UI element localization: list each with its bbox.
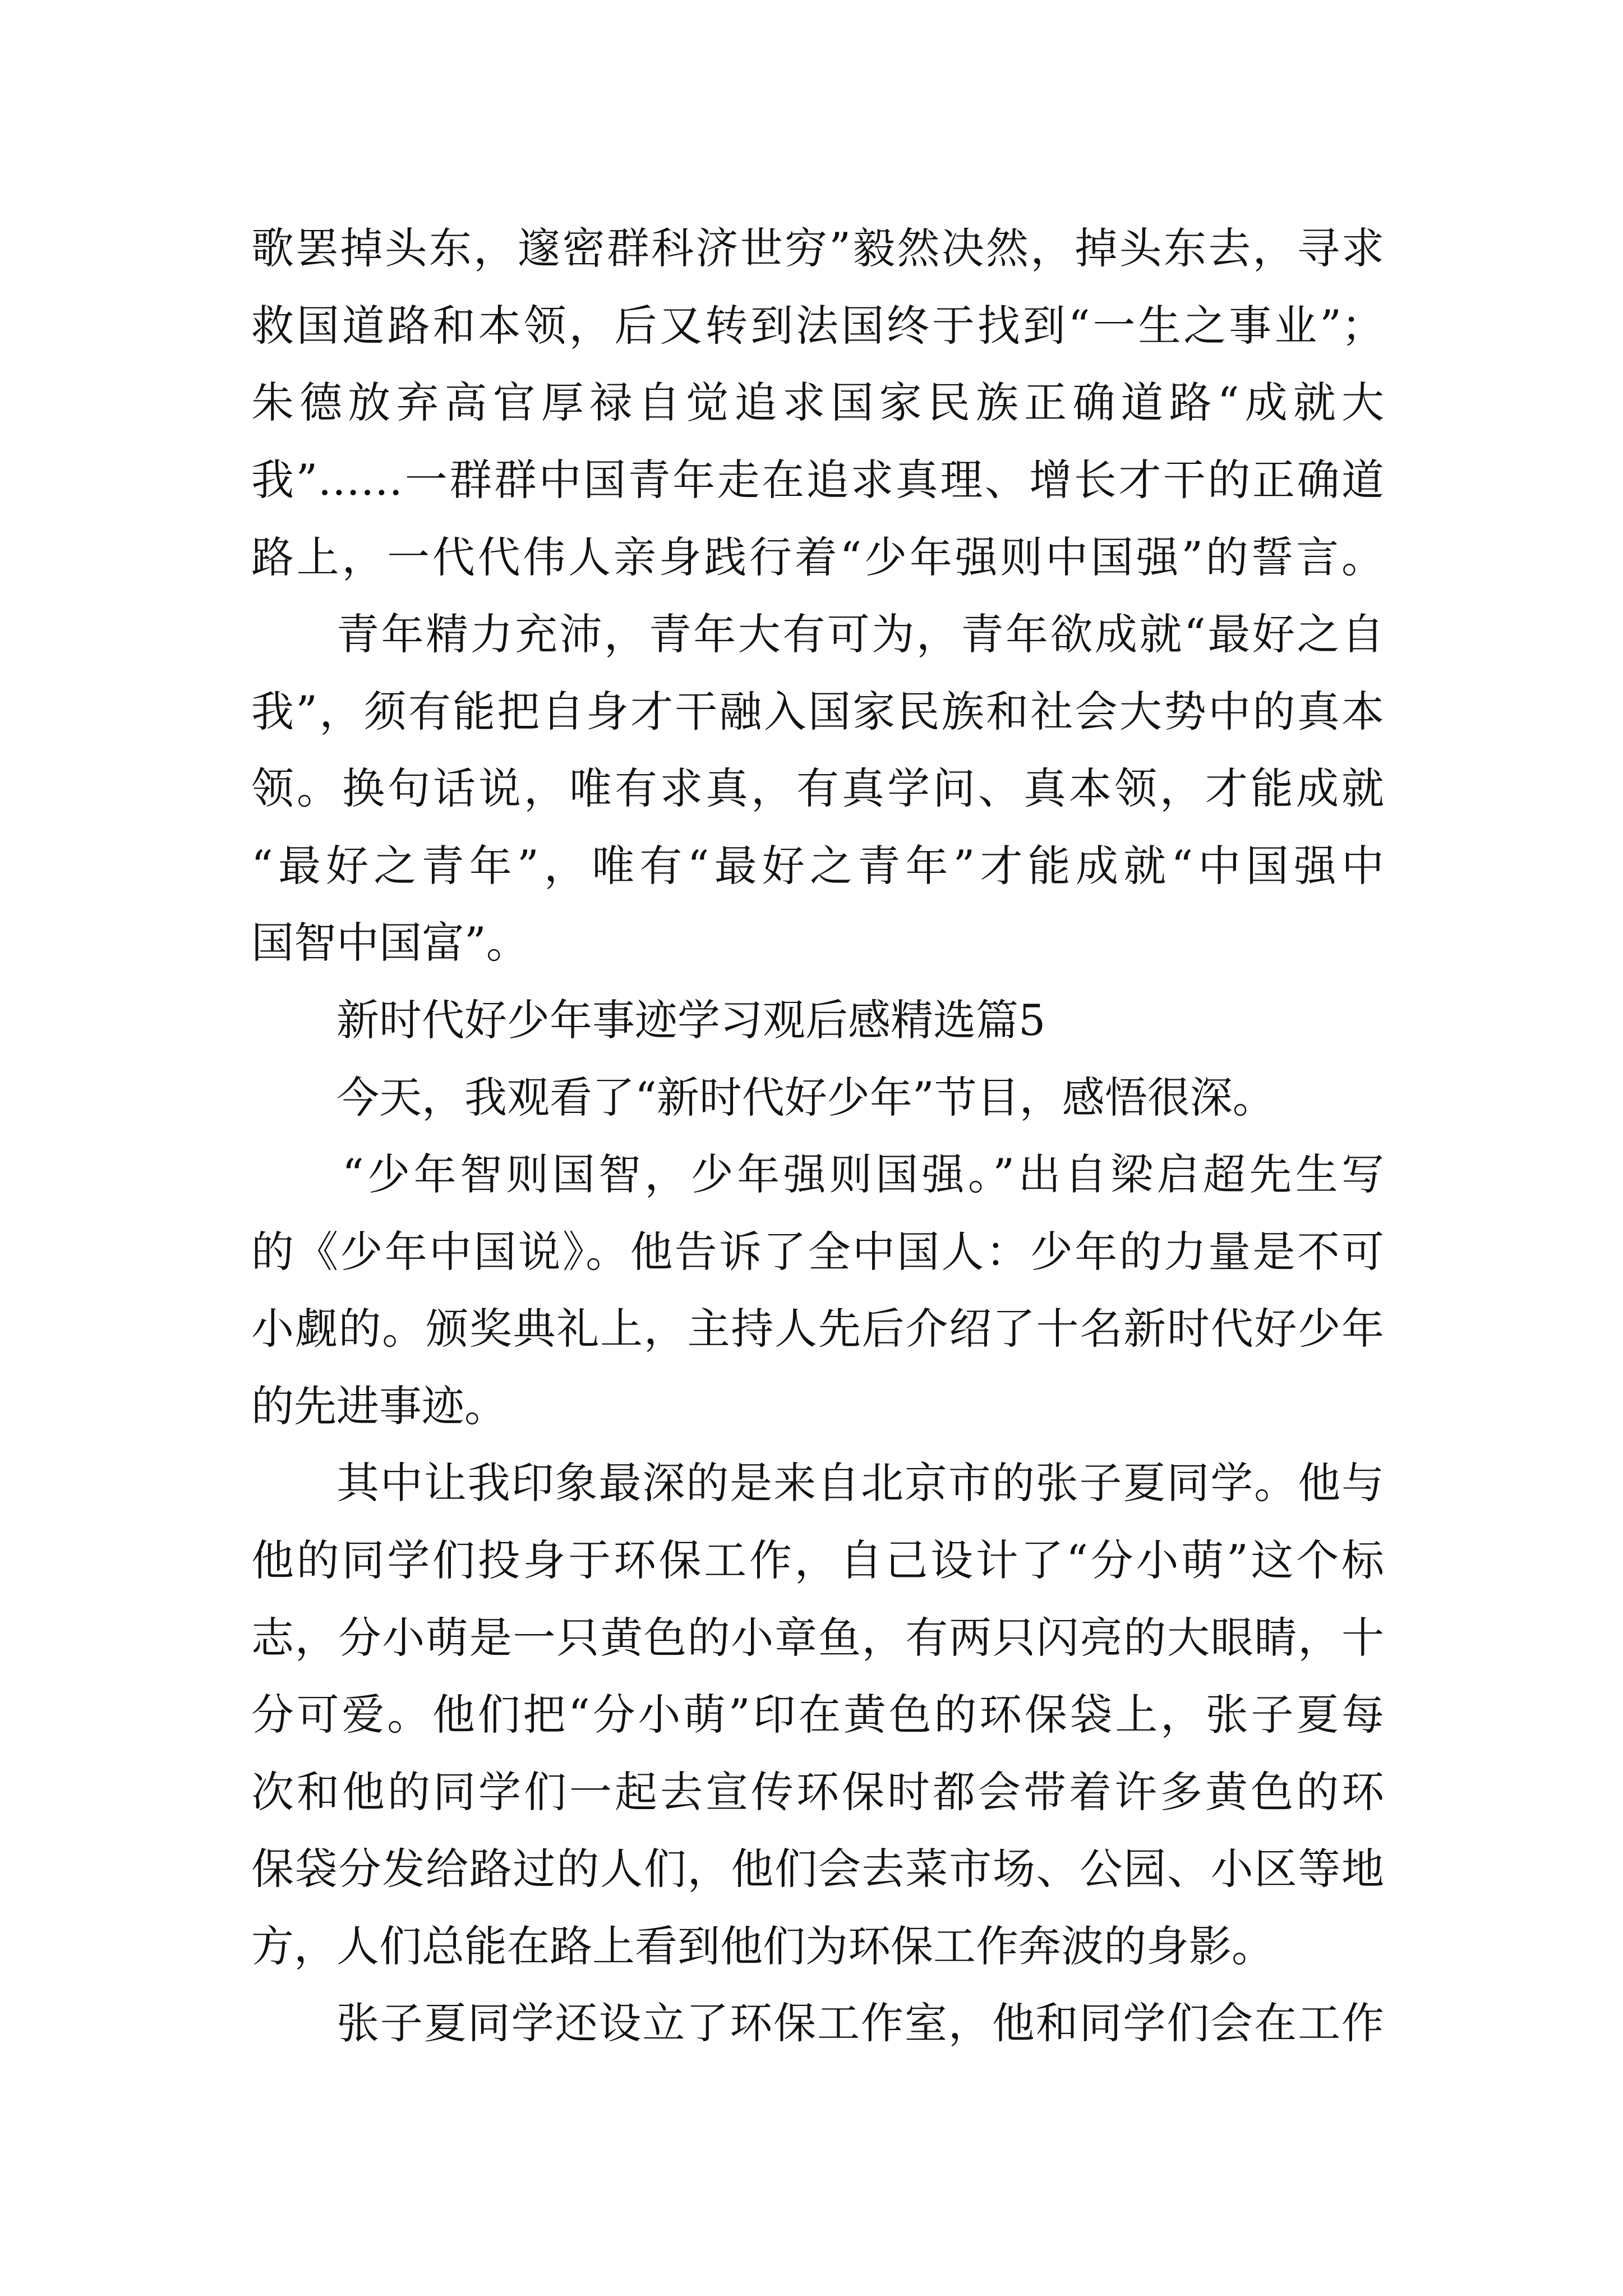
text-line-6: 青年精力充沛，青年大有可为，青年欲成就“最好之自 [336,609,1384,659]
text-line-19: 志，分小萌是一只黄色的小章鱼，有两只闪亮的大眼睛，十 [251,1613,1384,1663]
text-line-23: 方，人们总能在路上看到他们为环保工作奔波的身影。 [251,1921,1274,1971]
section-heading: 新时代好少年事迹学习观后感精选篇5 [336,995,1046,1045]
text-line-18: 他的同学们投身于环保工作，自己设计了“分小萌”这个标 [251,1535,1384,1585]
text-line-1: 歌罢掉头东，邃密群科济世穷”毅然决然，掉头东去，寻求 [251,223,1384,273]
text-line-3: 朱德放弃高官厚禄自觉追求国家民族正确道路“成就大 [251,378,1384,427]
text-line-2: 救国道路和本领，后又转到法国终于找到“一生之事业”； [251,301,1384,351]
text-line-16: 的先进事迹。 [251,1381,507,1431]
text-line-14: 的《少年中国说》。他告诉了全中国人：少年的力量是不可 [251,1227,1384,1277]
text-line-22: 保袋分发给路过的人们，他们会去菜市场、公园、小区等地 [251,1844,1384,1894]
text-line-13: “少年智则国智，少年强则国强。”出自梁启超先生写 [342,1149,1384,1199]
text-line-17: 其中让我印象最深的是来自北京市的张子夏同学。他与 [336,1458,1384,1508]
text-line-7: 我”，须有能把自身才干融入国家民族和社会大势中的真本 [251,687,1384,737]
text-line-8: 领。换句话说，唯有求真，有真学问、真本领，才能成就 [251,763,1384,813]
text-line-12: 今天，我观看了“新时代好少年”节目，感悟很深。 [336,1073,1275,1122]
text-line-4: 我”……一群群中国青年走在追求真理、增长才干的正确道 [251,455,1384,505]
text-line-15: 小觑的。颁奖典礼上，主持人先后介绍了十名新时代好少年 [251,1304,1384,1354]
text-line-10: 国智中国富”。 [251,918,529,968]
text-line-9: “最好之青年”，唯有“最好之青年”才能成就“中国强中 [251,841,1384,891]
text-line-20: 分可爱。他们把“分小萌”印在黄色的环保袋上，张子夏每 [251,1690,1384,1740]
text-line-21: 次和他的同学们一起去宣传环保时都会带着许多黄色的环 [251,1767,1384,1817]
text-line-24: 张子夏同学还设立了环保工作室，他和同学们会在工作 [336,1998,1384,2048]
text-line-5: 路上，一代代伟人亲身践行着“少年强则中国强”的誓言。 [251,532,1384,582]
